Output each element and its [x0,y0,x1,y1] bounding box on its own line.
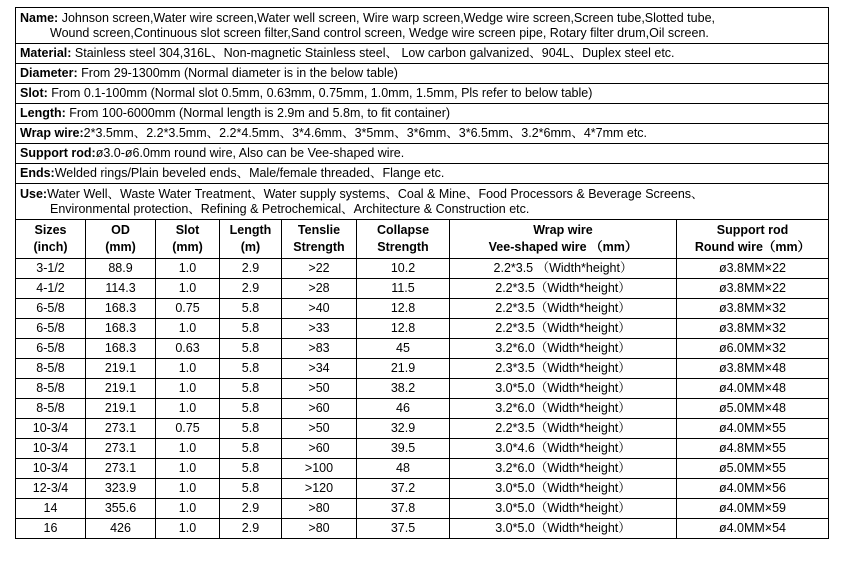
wrap-wire-cell: 3.2*6.0（Width*height） [450,459,677,479]
info-row-slot [16,84,829,104]
wrap-wire-cell: 2.2*3.5（Width*height） [450,299,677,319]
support-rod-cell: ø4.0MM×48 [677,379,829,399]
name-text-line1: Johnson screen,Water wire screen,Water well screen, Wire warp screen,Wedge wire screen,Screen tube,Slotted tube, [58,10,715,25]
length-cell: 5.8 [220,379,282,399]
size-cell: 10-3/4 [16,419,86,439]
od-cell: 168.3 [86,339,156,359]
info-row-support-rod [16,144,829,164]
od-cell: 168.3 [86,319,156,339]
support-rod-cell: ø4.0MM×56 [677,479,829,499]
length-cell: 5.8 [220,399,282,419]
od-cell: 273.1 [86,459,156,479]
length-cell: 5.8 [220,359,282,379]
slot-cell: 0.63 [156,339,220,359]
info-cell-name [16,8,829,44]
support-rod-cell: ø3.8MM×48 [677,359,829,379]
tensile-cell: >33 [282,319,357,339]
support-rod-cell: ø3.8MM×32 [677,299,829,319]
od-cell: 273.1 [86,439,156,459]
od-cell: 219.1 [86,359,156,379]
slot-cell: 1.0 [156,479,220,499]
wrap-wire-cell: 2.2*3.5（Width*height） [450,319,677,339]
size-cell: 3-1/2 [16,259,86,279]
header-support-rod: Support rod Round wire（mm） [677,220,829,259]
wrap-wire-cell: 3.0*5.0（Width*height） [450,519,677,539]
collapse-cell: 11.5 [357,279,450,299]
slot-cell: 1.0 [156,259,220,279]
support-rod-cell: ø6.0MM×32 [677,339,829,359]
size-cell: 10-3/4 [16,459,86,479]
slot-cell: 1.0 [156,459,220,479]
size-cell: 4-1/2 [16,279,86,299]
info-row-name [16,8,829,44]
od-cell: 323.9 [86,479,156,499]
slot-cell: 1.0 [156,499,220,519]
info-cell-length [16,104,829,124]
wrap-wire-cell: 3.0*5.0（Width*height） [450,499,677,519]
info-cell-slot [16,84,829,104]
tensile-cell: >28 [282,279,357,299]
info-cell-diameter [16,64,829,84]
tensile-cell: >100 [282,459,357,479]
collapse-cell: 32.9 [357,419,450,439]
slot-cell: 1.0 [156,379,220,399]
info-cell-material [16,44,829,64]
support-rod-text: ø3.0-ø6.0mm round wire, Also can be Vee-shaped wire. [95,146,405,160]
wrap-wire-cell: 2.2*3.5（Width*height） [450,419,677,439]
collapse-cell: 12.8 [357,319,450,339]
length-cell: 5.8 [220,479,282,499]
tensile-cell: >80 [282,519,357,539]
diameter-text: From 29-1300mm (Normal diameter is in the below table) [77,66,398,80]
table-header-row [16,220,829,259]
collapse-cell: 12.8 [357,299,450,319]
wrap-wire-cell: 3.0*5.0（Width*height） [450,479,677,499]
od-cell: 219.1 [86,399,156,419]
slot-cell: 1.0 [156,279,220,299]
slot-text: From 0.1-100mm (Normal slot 0.5mm, 0.63mm, 0.75mm, 1.0mm, 1.5mm, Pls refer to below table) [47,86,593,100]
length-cell: 5.8 [220,339,282,359]
length-cell: 2.9 [220,259,282,279]
od-cell: 426 [86,519,156,539]
length-text: From 100-6000mm (Normal length is 2.9m and 5.8m, to fit container) [65,106,451,120]
wrap-wire-cell: 3.0*5.0（Width*height） [450,379,677,399]
length-cell: 5.8 [220,299,282,319]
header-slot: Slot (mm) [156,220,220,259]
length-cell: 2.9 [220,279,282,299]
use-text-line1: Water Well、Waste Water Treatment、Water supply systems、Coal & Mine、Food Processors & Beverage Screens、 [47,186,704,201]
table-row [16,279,829,299]
tensile-cell: >34 [282,359,357,379]
use-text-line2: Environmental protection、Refining & Petrochemical、Architecture & Construction etc. [50,201,530,216]
size-cell: 12-3/4 [16,479,86,499]
info-cell-support-rod [16,144,829,164]
support-rod-cell: ø5.0MM×55 [677,459,829,479]
length-cell: 2.9 [220,499,282,519]
support-rod-cell: ø4.8MM×55 [677,439,829,459]
length-cell: 5.8 [220,459,282,479]
support-rod-cell: ø4.0MM×54 [677,519,829,539]
tensile-cell: >80 [282,499,357,519]
support-rod-cell: ø4.0MM×55 [677,419,829,439]
table-row [16,519,829,539]
table-row [16,259,829,279]
table-body [16,259,829,539]
table-row [16,399,829,419]
table-row [16,299,829,319]
use-label: Use: [20,186,48,201]
od-cell: 114.3 [86,279,156,299]
slot-cell: 1.0 [156,439,220,459]
slot-cell: 1.0 [156,519,220,539]
info-cell-wrap-wire [16,124,829,144]
length-label: Length: [20,106,66,120]
collapse-cell: 48 [357,459,450,479]
collapse-cell: 21.9 [357,359,450,379]
slot-cell: 0.75 [156,299,220,319]
tensile-cell: >83 [282,339,357,359]
support-rod-cell: ø3.8MM×22 [677,279,829,299]
diameter-label: Diameter: [20,66,78,80]
size-cell: 10-3/4 [16,439,86,459]
collapse-cell: 37.2 [357,479,450,499]
table-row [16,419,829,439]
wrap-wire-cell: 3.2*6.0（Width*height） [450,399,677,419]
header-collapse-strength: Collapse Strength [357,220,450,259]
slot-cell: 1.0 [156,359,220,379]
table-row [16,459,829,479]
header-od: OD (mm) [86,220,156,259]
tensile-cell: >60 [282,439,357,459]
specification-table [15,7,829,539]
support-rod-cell: ø4.0MM×59 [677,499,829,519]
tensile-cell: >50 [282,379,357,399]
size-cell: 6-5/8 [16,299,86,319]
info-row-ends [16,164,829,184]
od-cell: 88.9 [86,259,156,279]
wrap-wire-cell: 2.2*3.5（Width*height） [450,279,677,299]
wrap-wire-cell: 2.2*3.5 （Width*height） [450,259,677,279]
support-rod-cell: ø3.8MM×22 [677,259,829,279]
slot-cell: 1.0 [156,399,220,419]
od-cell: 168.3 [86,299,156,319]
name-label: Name: [20,10,59,25]
wrap-wire-label: Wrap wire: [20,126,84,140]
tensile-cell: >120 [282,479,357,499]
material-label: Material: [20,46,72,60]
length-cell: 2.9 [220,519,282,539]
size-cell: 6-5/8 [16,319,86,339]
table-row [16,319,829,339]
wrap-wire-cell: 3.2*6.0（Width*height） [450,339,677,359]
size-cell: 8-5/8 [16,399,86,419]
size-cell: 8-5/8 [16,359,86,379]
od-cell: 273.1 [86,419,156,439]
ends-text: Welded rings/Plain beveled ends、Male/female threaded、Flange etc. [54,166,445,180]
wrap-wire-text: 2*3.5mm、2.2*3.5mm、2.2*4.5mm、3*4.6mm、3*5mm、3*6mm、3*6.5mm、3.2*6mm、4*7mm etc. [83,126,648,140]
info-row-use [16,184,829,220]
support-rod-cell: ø5.0MM×48 [677,399,829,419]
collapse-cell: 46 [357,399,450,419]
material-text: Stainless steel 304,316L、Non-magnetic Stainless steel、 Low carbon galvanized、904L、Duplex steel etc. [71,46,675,60]
collapse-cell: 38.2 [357,379,450,399]
collapse-cell: 45 [357,339,450,359]
length-cell: 5.8 [220,439,282,459]
info-row-length [16,104,829,124]
slot-cell: 0.75 [156,419,220,439]
collapse-cell: 39.5 [357,439,450,459]
slot-cell: 1.0 [156,319,220,339]
support-rod-cell: ø3.8MM×32 [677,319,829,339]
table-row [16,379,829,399]
table-row [16,339,829,359]
tensile-cell: >50 [282,419,357,439]
wrap-wire-cell: 2.3*3.5（Width*height） [450,359,677,379]
info-cell-use [16,184,829,220]
size-cell: 14 [16,499,86,519]
tensile-cell: >22 [282,259,357,279]
header-sizes: Sizes (inch) [16,220,86,259]
collapse-cell: 37.8 [357,499,450,519]
slot-label: Slot: [20,86,48,100]
info-row-wrap-wire [16,124,829,144]
collapse-cell: 10.2 [357,259,450,279]
length-cell: 5.8 [220,319,282,339]
collapse-cell: 37.5 [357,519,450,539]
wrap-wire-cell: 3.0*4.6（Width*height） [450,439,677,459]
table-row [16,359,829,379]
table-row [16,479,829,499]
length-cell: 5.8 [220,419,282,439]
table-row [16,439,829,459]
header-length: Length (m) [220,220,282,259]
size-cell: 8-5/8 [16,379,86,399]
info-row-material [16,44,829,64]
header-tensile-strength: Tenslie Strength [282,220,357,259]
od-cell: 219.1 [86,379,156,399]
tensile-cell: >40 [282,299,357,319]
size-cell: 6-5/8 [16,339,86,359]
od-cell: 355.6 [86,499,156,519]
header-wrap-wire: Wrap wire Vee-shaped wire （mm） [450,220,677,259]
name-text-line2: Wound screen,Continuous slot screen filter,Sand control screen, Wedge wire screen pipe, Rotary filter drum,Oil screen. [50,25,709,40]
table-row [16,499,829,519]
support-rod-label: Support rod: [20,146,96,160]
ends-label: Ends: [20,166,55,180]
info-cell-ends [16,164,829,184]
tensile-cell: >60 [282,399,357,419]
info-row-diameter [16,64,829,84]
size-cell: 16 [16,519,86,539]
